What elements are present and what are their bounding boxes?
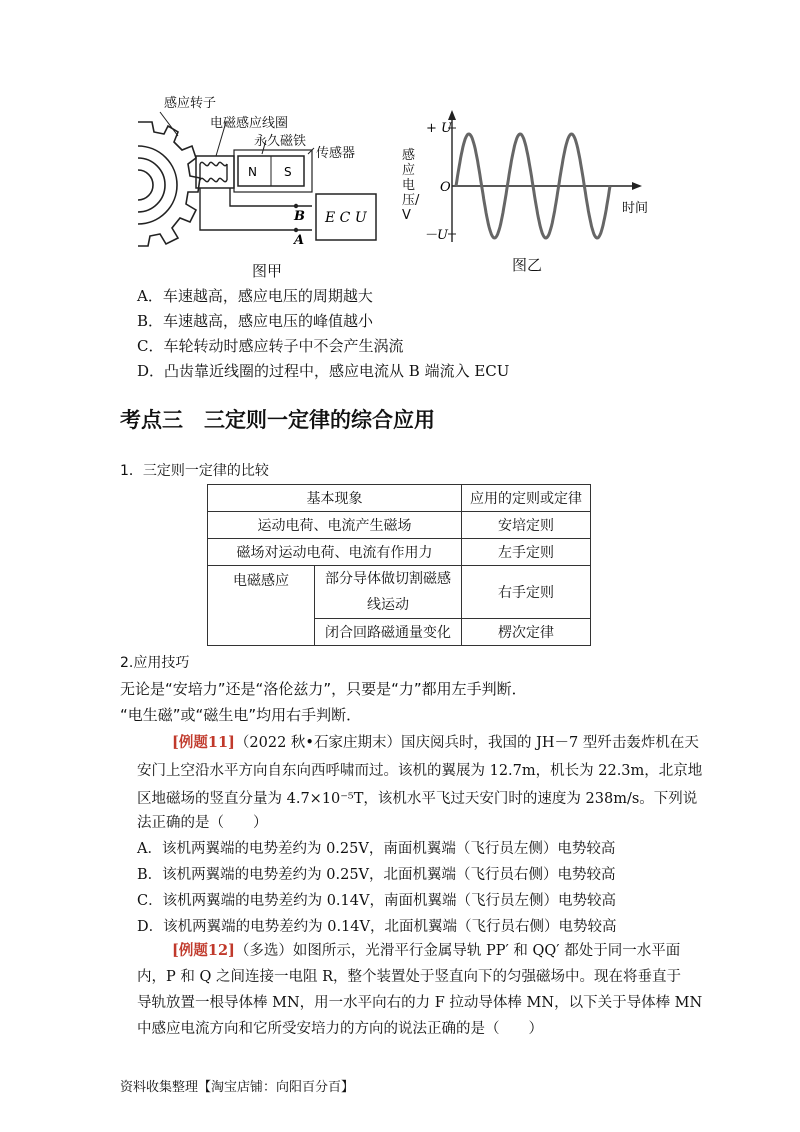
y-axis-label: 感应电压/V xyxy=(402,148,420,223)
ecu-label: E C U xyxy=(325,210,367,226)
example11-line1 xyxy=(172,732,699,754)
table-row xyxy=(208,566,591,619)
rotor-gear xyxy=(138,122,200,246)
rotor-label: 感应转子 xyxy=(164,96,217,111)
example12-line1 xyxy=(172,940,680,962)
option-c: C．车轮转动时感应转子中不会产生涡流 xyxy=(137,337,404,355)
table-row xyxy=(208,512,591,539)
footer-source: 资料收集整理【淘宝店铺：向阳百分百】 xyxy=(120,1080,355,1095)
phenomenon-cell: 磁场对运动电荷、电流有作用力 xyxy=(208,539,462,566)
phenomenon-line-2: 线运动 xyxy=(367,597,409,613)
origin-label: O xyxy=(440,180,451,195)
rule-cell: 安培定则 xyxy=(462,512,591,539)
voltage-time-chart xyxy=(408,108,648,248)
header-phenomenon: 基本现象 xyxy=(208,485,462,512)
example11-text: （2022 秋•石家庄期末）国庆阅兵时，我国的 JH－7 型歼击轰炸机在天 xyxy=(234,735,699,751)
phenomenon-cell: 运动电荷、电流产生磁场 xyxy=(208,512,462,539)
magnet-label: 永久磁铁 xyxy=(254,134,307,149)
table-row xyxy=(208,539,591,566)
rule-cell: 右手定则 xyxy=(462,566,591,619)
figure-jia xyxy=(138,92,388,282)
example12-line2: 内，P 和 Q 之间连接一电阻 R，整个装置处于竖直向下的匀强磁场中。现在将垂直于 xyxy=(137,969,681,985)
option-b: B．车速越高，感应电压的峰值越小 xyxy=(137,312,374,330)
tip-left-hand: 无论是“安培力”还是“洛伦兹力”，只要是“力”都用左手判断． xyxy=(120,680,527,698)
sensor-label: 传感器 xyxy=(316,146,356,161)
option-a: A．车速越高，感应电压的周期越大 xyxy=(137,287,373,305)
x-axis-label: 时间 xyxy=(622,201,648,216)
example11-line3: 区地磁场的竖直分量为 4.7×10⁻⁵T，该机水平飞过天安门时的速度为 238m/s。下列说 xyxy=(137,791,698,807)
minus-u-label: －U xyxy=(424,228,448,243)
phenomenon-cell xyxy=(315,566,462,619)
rule-cell: 楞次定律 xyxy=(462,619,591,646)
example12-text: （多选）如图所示，光滑平行金属导轨 PP′ 和 QQ′ 都处于同一水平面 xyxy=(234,943,681,959)
coil-label: 电磁感应线圈 xyxy=(210,116,289,131)
example11-line4: 法正确的是（ ） xyxy=(137,815,268,831)
example11-option-a: A．该机两翼端的电势差约为 0.25V，南面机翼端（飞行员左侧）电势较高 xyxy=(137,841,616,857)
example11-line2: 安门上空沿水平方向自东向西呼啸而过。该机的翼展为 12.7m，机长为 22.3m，北京地 xyxy=(137,763,703,779)
rule-cell: 左手定则 xyxy=(462,539,591,566)
subheading-comparison: 1．三定则一定律的比较 xyxy=(120,463,269,479)
example11-option-d: D．该机两翼端的电势差约为 0.14V，北面机翼端（飞行员右侧）电势较高 xyxy=(137,919,617,935)
section-heading: 考点三 三定则一定律的综合应用 xyxy=(120,408,435,432)
example12-line4: 中感应电流方向和它所受安培力的方向的说法正确的是（ ） xyxy=(137,1021,543,1037)
option-d: D．凸齿靠近线圈的过程中，感应电流从 B 端流入 ECU xyxy=(137,362,510,380)
em-induction-cell: 电磁感应 xyxy=(208,566,315,646)
magnet-s-label: S xyxy=(284,165,292,179)
tip-right-hand: “电生磁”或“磁生电”均用右手判断． xyxy=(120,706,362,724)
header-rule: 应用的定则或定律 xyxy=(462,485,591,512)
figure-jia-caption: 图甲 xyxy=(252,262,283,280)
terminal-b-label: B xyxy=(294,209,305,224)
example11-option-c: C．该机两翼端的电势差约为 0.14V，南面机翼端（飞行员左侧）电势较高 xyxy=(137,893,616,909)
subheading-tips: 2.应用技巧 xyxy=(120,655,190,671)
rules-comparison-table xyxy=(207,484,591,646)
example12-tag: [例题12] xyxy=(172,942,235,959)
figure-yi-caption: 图乙 xyxy=(512,256,543,274)
coil-winding xyxy=(200,162,227,181)
plus-u-label: + U xyxy=(426,121,452,136)
example11-tag: [例题11] xyxy=(172,734,235,751)
example11-option-b: B．该机两翼端的电势差约为 0.25V，北面机翼端（飞行员右侧）电势较高 xyxy=(137,867,616,883)
phenomenon-cell: 闭合回路磁通量变化 xyxy=(315,619,462,646)
terminal-a-label: A xyxy=(294,233,305,248)
phenomenon-line-1: 部分导体做切割磁感 xyxy=(325,571,451,587)
table-header-row xyxy=(208,485,591,512)
example12-line3: 导轨放置一根导体棒 MN，用一水平向右的力 F 拉动导体棒 MN，以下关于导体棒 MN xyxy=(137,995,703,1011)
figure-yi xyxy=(402,108,648,278)
magnet-n-label: N xyxy=(248,165,257,179)
